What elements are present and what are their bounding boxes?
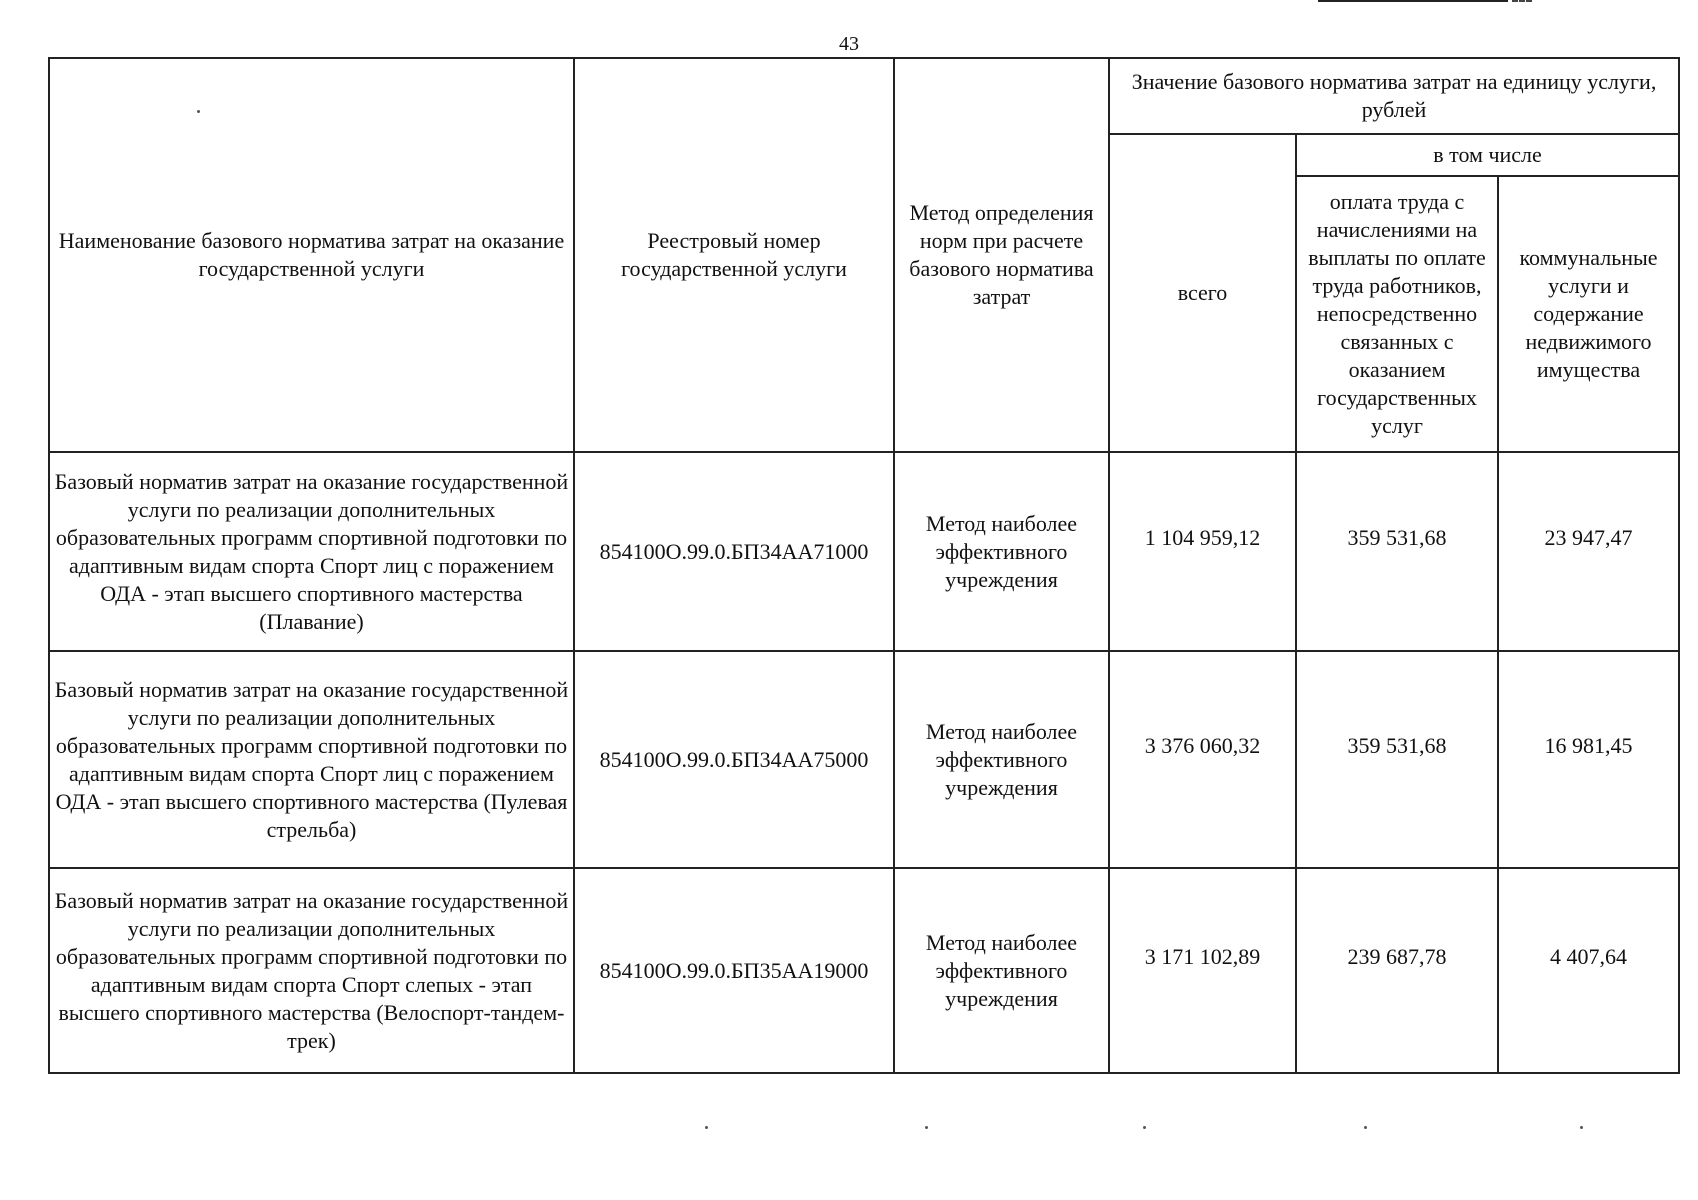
header-total: всего: [1109, 134, 1296, 452]
scan-speck: [197, 110, 200, 113]
header-utilities: коммунальные услуги и содержание недвижимого имущества: [1498, 176, 1679, 452]
row-utilities-value: 4 407,64: [1550, 943, 1628, 969]
row-utilities: [1498, 452, 1679, 651]
page-number: 43: [839, 33, 859, 55]
scan-speck: [705, 1126, 708, 1129]
row-total: [1109, 452, 1296, 651]
row-labor: [1296, 452, 1498, 651]
row-registry-number: 854100О.99.0.БП34АА75000: [574, 651, 894, 868]
row-utilities: [1498, 651, 1679, 868]
row-method: Метод наиболее эффективного учреждения: [894, 868, 1109, 1073]
scan-speck: [1364, 1126, 1367, 1129]
row-total-value: 3 376 060,32: [1144, 732, 1261, 758]
cost-norms-table: [48, 57, 1680, 1074]
row-labor: [1296, 868, 1498, 1073]
row-total-value: 3 171 102,89: [1144, 943, 1261, 969]
row-utilities: [1498, 868, 1679, 1073]
scan-speck: [925, 1126, 928, 1129]
row-method: Метод наиболее эффективного учреждения: [894, 452, 1109, 651]
row-total-value: 1 104 959,12: [1144, 524, 1261, 550]
header-name: Наименование базового норматива затрат на оказание государственной услуги: [49, 58, 574, 452]
header-including: в том числе: [1296, 134, 1679, 176]
header-method: Метод определения норм при расчете базового норматива затрат: [894, 58, 1109, 452]
row-total: [1109, 868, 1296, 1073]
row-method: Метод наиболее эффективного учреждения: [894, 651, 1109, 868]
row-total: [1109, 651, 1296, 868]
header-row-1: [49, 58, 1679, 134]
scan-header-rule: [1318, 0, 1508, 2]
table-row: [49, 452, 1679, 651]
scan-speck: [1143, 1126, 1146, 1129]
row-utilities-value: 16 981,45: [1544, 732, 1633, 758]
row-labor-value: 359 531,68: [1347, 732, 1447, 758]
row-labor-value: 239 687,78: [1347, 943, 1447, 969]
row-name: Базовый норматив затрат на оказание государственной услуги по реализации дополнительных образовательных программ спортивной подготовки по адаптивным видам спорта Спорт лиц с поражением ОДА - этап высшего спортивного мастерства (Пулевая стрельба): [49, 651, 574, 868]
table-row: [49, 651, 1679, 868]
header-registry-number: Реестровый номер государственной услуги: [574, 58, 894, 452]
row-registry-number: 854100О.99.0.БП34АА71000: [574, 452, 894, 651]
row-name: Базовый норматив затрат на оказание государственной услуги по реализации дополнительных образовательных программ спортивной подготовки по адаптивным видам спорта Спорт слепых - этап высшего спортивного мастерства (Велоспорт-тандем-трек): [49, 868, 574, 1073]
table-row: [49, 868, 1679, 1073]
row-name: Базовый норматив затрат на оказание государственной услуги по реализации дополнительных образовательных программ спортивной подготовки по адаптивным видам спорта Спорт лиц с поражением ОДА - этап высшего спортивного мастерства (Плавание): [49, 452, 574, 651]
row-labor: [1296, 651, 1498, 868]
scan-header-rule-tail: [1512, 0, 1532, 2]
row-utilities-value: 23 947,47: [1544, 524, 1633, 550]
scan-speck: [1580, 1126, 1583, 1129]
header-labor: оплата труда с начислениями на выплаты по оплате труда работников, непосредственно связанных с оказанием государственных услуг: [1296, 176, 1498, 452]
header-value-group: Значение базового норматива затрат на единицу услуги, рублей: [1109, 58, 1679, 134]
row-labor-value: 359 531,68: [1347, 524, 1447, 550]
row-registry-number: 854100О.99.0.БП35АА19000: [574, 868, 894, 1073]
